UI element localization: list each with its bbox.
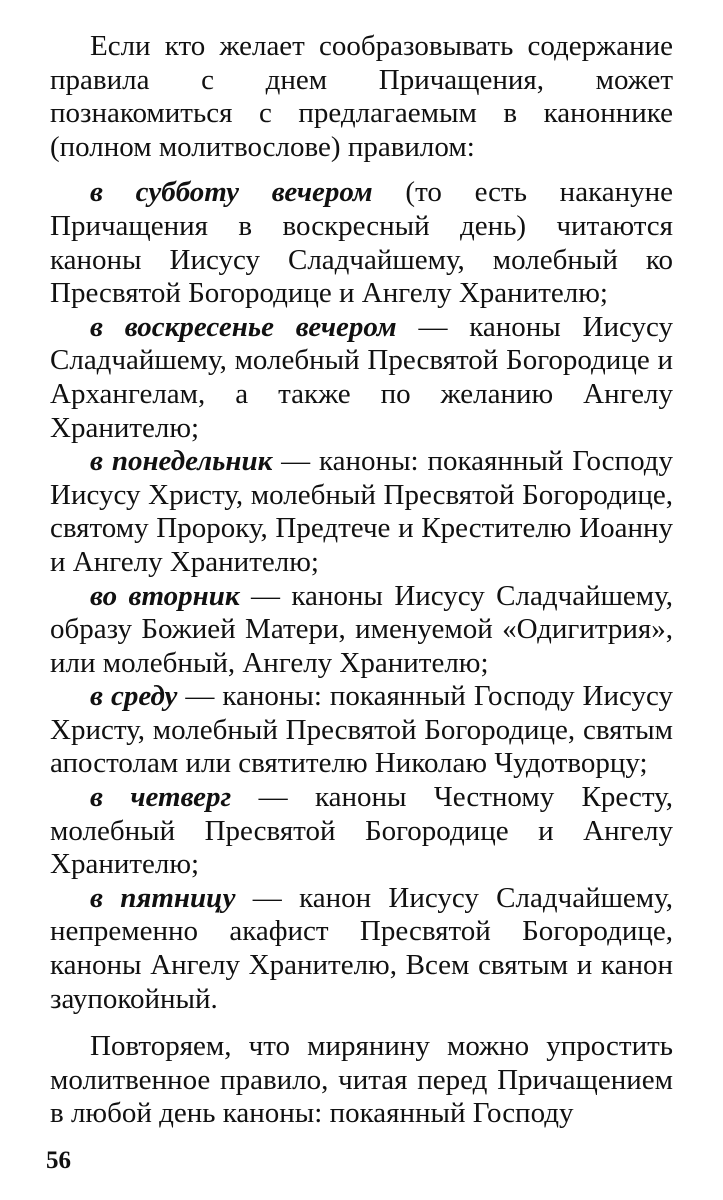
schedule-text: — канон Иисусу Сладчайшему, непременно акафист Пресвятой Богородице, каноны Ангелу Хранителю, Всем святым и канон заупокойный. — [50, 881, 673, 1015]
schedule-day: во вторник — [90, 579, 240, 612]
page-text-block — [50, 30, 673, 1131]
schedule-text: — каноны Иисусу Сладчайшему, молебный Пресвятой Богородице и Архангелам, а также по желанию Ангелу Хранителю; — [50, 310, 673, 444]
page-number: 56 — [46, 1147, 71, 1174]
schedule-day: в среду — [90, 680, 178, 713]
schedule-text: — каноны: покаянный Господу Иисусу Христу, молебный Пресвятой Богородице, святым апостолам или святителю Николаю Чудотворцу; — [50, 680, 673, 780]
schedule-item-monday — [50, 445, 673, 579]
schedule-day: в понедельник — [90, 445, 273, 478]
intro-paragraph: Если кто желает сообразовывать содержание правила с днем Причащения, может познакомиться с предлагаемым в каноннике (полном молитвослове) правилом: — [50, 30, 673, 163]
schedule-item-friday — [50, 882, 673, 1016]
schedule-day: в пятницу — [90, 881, 236, 914]
schedule-text: — каноны: покаянный Господу Иисусу Христу, молебный Пресвятой Богородице, святому Пророку, Предтече и Крестителю Иоанну и Ангелу Хранителю; — [50, 445, 673, 578]
schedule-text: (то есть накануне Причащения в воскресный день) читаются каноны Иисусу Сладчайшему, молебный ко Пресвятой Богородице и Ангелу Хранителю; — [50, 176, 674, 310]
schedule-text: — каноны Честному Кресту, молебный Пресвятой Богородице и Ангелу Хранителю; — [50, 781, 673, 881]
schedule-day: в воскресенье вечером — [90, 310, 397, 343]
schedule-text: — каноны Иисусу Сладчайшему, образу Божией Матери, именуемой «Одигитрия», или молебный, Ангелу Хранителю; — [50, 579, 673, 679]
schedule-item-tuesday — [50, 580, 673, 681]
schedule-item-sunday — [50, 311, 673, 445]
schedule-item-wednesday — [50, 680, 673, 781]
schedule-item-saturday — [50, 176, 673, 310]
closing-paragraph: Повторяем, что мирянину можно упростить молитвенное правило, читая перед Причащением в любой день каноны: покаянный Господу — [50, 1030, 673, 1130]
schedule-item-thursday — [50, 781, 673, 882]
schedule-day: в четверг — [90, 781, 232, 814]
schedule-day: в субботу вечером — [90, 176, 373, 209]
